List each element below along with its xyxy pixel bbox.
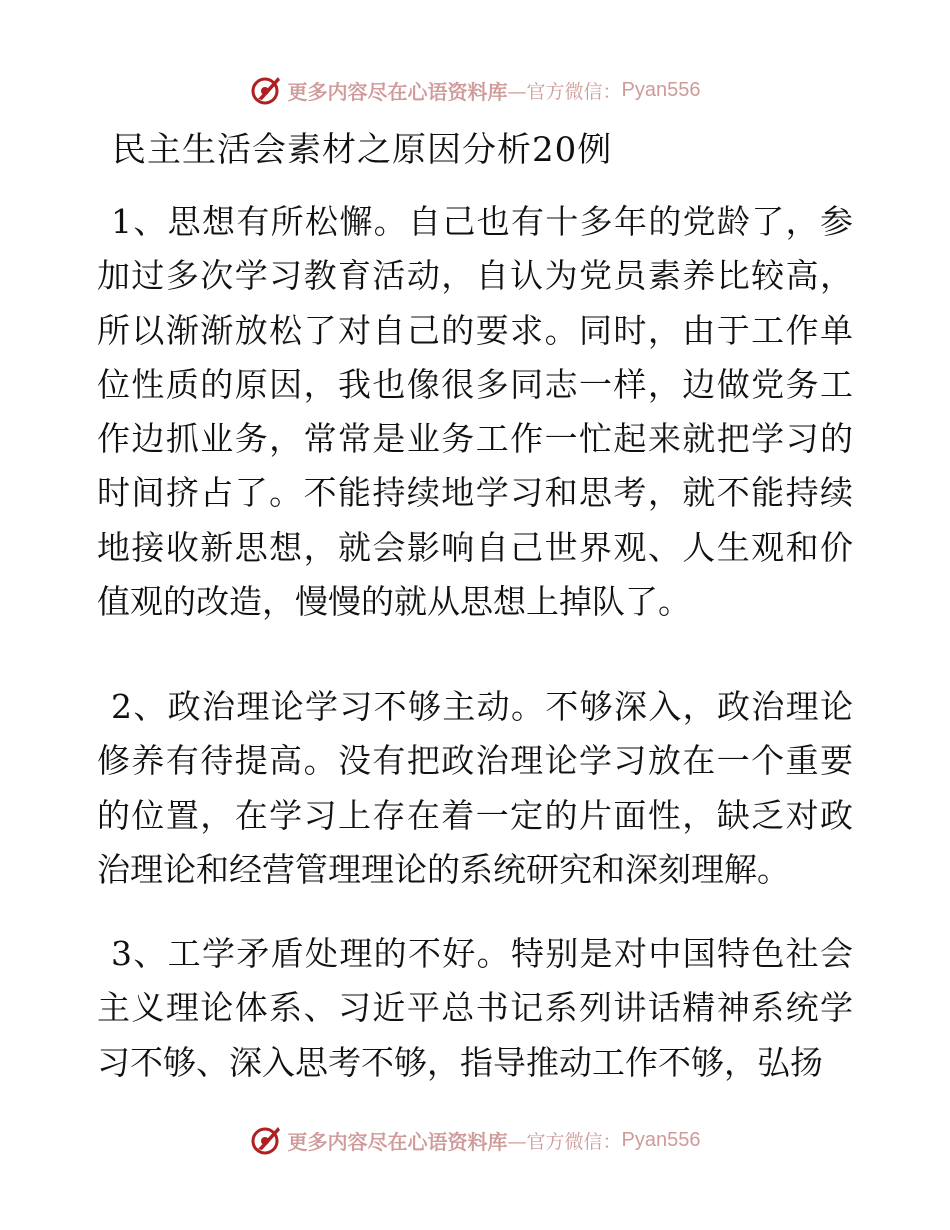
banner-wechat-id: Pyan556 <box>621 1128 701 1151</box>
banner-main-text: 更多内容尽在心语资料库 <box>287 79 508 104</box>
quill-circle-icon <box>250 73 284 107</box>
banner-main-text: 更多内容尽在心语资料库 <box>287 1129 508 1154</box>
paragraph-1-text: 1、思想有所松懈。自己也有十多年的党龄了，参加过多次学习教育活动，自认为党员素养比较高，所以渐渐放松了对自己的要求。同时，由于工作单位性质的原因，我也像很多同志一样，边做党务工作边抓业务，常常是业务工作一忙起来就把学习的时间挤占了。不能持续地学习和思考，就不能持续地接收新思想，就会影响自己世界观、人生观和价值观的改造，慢慢的就从思想上掉队了。 <box>97 202 853 622</box>
paragraph-1 <box>97 195 853 629</box>
banner-sub-text: —官方微信： <box>507 80 622 103</box>
paragraph-2 <box>97 680 853 897</box>
footer-banner <box>0 1120 950 1160</box>
paragraph-2-text: 2、政治理论学习不够主动。不够深入，政治理论修养有待提高。没有把政治理论学习放在一个重要的位置，在学习上存在着一定的片面性，缺乏对政治理论和经营管理理论的系统研究和深刻理解。 <box>97 687 853 889</box>
quill-circle-icon <box>250 1123 284 1157</box>
paragraph-3 <box>97 927 853 1090</box>
header-banner <box>0 70 950 110</box>
paragraph-3-text: 3、工学矛盾处理的不好。特别是对中国特色社会主义理论体系、习近平总书记系列讲话精神系统学习不够、深入思考不够，指导推动工作不够，弘扬 <box>97 934 853 1082</box>
document-title: 民主生活会素材之原因分析20例 <box>112 130 613 170</box>
banner-sub-text: —官方微信： <box>507 1130 622 1153</box>
banner-wechat-id: Pyan556 <box>621 78 701 101</box>
